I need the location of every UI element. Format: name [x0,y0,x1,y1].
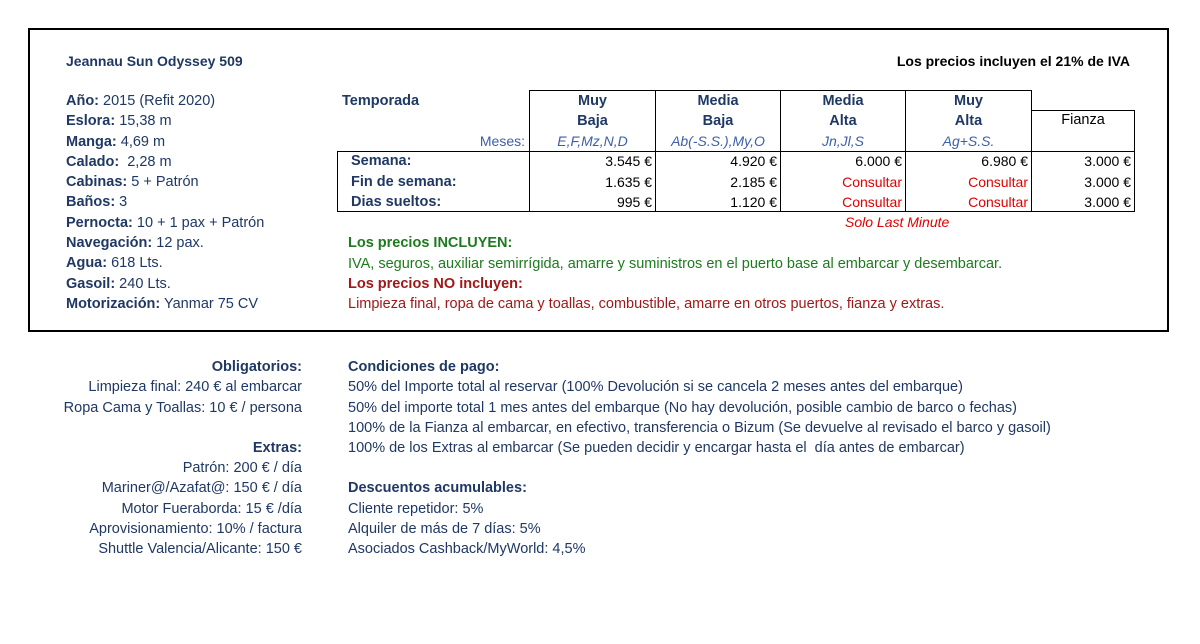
list-item: Limpieza final: 240 € al embarcar [88,379,302,396]
list-item: Cliente repetidor: 5% [348,500,484,517]
price-cell: Consultar [842,194,902,210]
spec-engine: Motorización: Yanmar 75 CV [66,295,259,312]
list-item: Ropa Cama y Toallas: 10 € / persona [63,399,302,416]
price-cell: 3.545 € [605,153,652,169]
obligatorios-section [64,357,302,560]
list-item: 50% del importe total 1 mes antes del embarque (No hay devolución, posible cambio de barco o fechas) [348,399,1017,416]
spec-year: Año: 2015 (Refit 2020) [66,93,216,109]
spec-beam: Manga: 4,69 m [66,133,166,150]
price-cell: 995 € [616,194,652,210]
spec-fuel: Gasoil: 240 Lts. [66,275,171,292]
grid-line [337,151,1135,152]
list-item: Aprovisionamiento: 10% / factura [89,521,302,538]
spec-draft: Calado: 2,28 m [66,153,172,170]
row-label: Fin de semana: [351,174,457,190]
months-muy-baja: E,F,Mz,N,D [557,133,628,149]
discounts-title: Descuentos acumulables: [348,480,527,497]
price-cell: 4.920 € [730,153,777,169]
season-header-media-baja: Media Baja [697,93,739,129]
fianza-cell: 3.000 € [1084,153,1131,169]
boat-title: Jeannau Sun Odyssey 509 [66,53,243,69]
list-item: 50% del Importe total al reservar (100% Devolución si se cancela 2 meses antes del embarque) [348,379,963,396]
row-label: Dias sueltos: [351,194,442,210]
grid-line [1031,110,1135,111]
list-item: Mariner@/Azafat@: 150 € / día [101,480,302,497]
list-item: Asociados Cashback/MyWorld: 4,5% [348,541,586,558]
not-included-title: Los precios NO incluyen: [348,276,523,292]
list-item: 100% de los Extras al embarcar (Se pueden decidir y encargar hasta el día antes de embarcar) [348,440,965,457]
included-text: IVA, seguros, auxiliar semirrígida, amarre y suministros en el puerto base al embarcar y desembarcar. [348,256,1003,272]
price-cell: Consultar [842,174,902,190]
price-cell: 2.185 € [730,174,777,190]
spec-water: Agua: 618 Lts. [66,255,163,272]
months-media-alta: Jn,Jl,S [821,133,864,149]
list-item: Alquiler de más de 7 días: 5% [348,521,541,538]
season-header-media-alta: Media Alta [822,93,864,129]
extras-title: Extras: [252,439,302,456]
iva-note: Los precios incluyen el 21% de IVA [896,53,1130,69]
list-item: Shuttle Valencia/Alicante: 150 € [98,541,302,558]
season-header-muy-alta: Muy Alta [954,93,983,129]
fianza-cell: 3.000 € [1084,194,1131,210]
spec-length: Eslora: 15,38 m [66,113,172,130]
list-item: Motor Fueraborda: 15 € /día [121,500,302,517]
price-cell: Consultar [968,194,1028,210]
temporada-label: Temporada [342,93,420,109]
grid-line [337,151,338,212]
months-muy-alta: Ag+S.S. [942,133,995,149]
months-media-baja: Ab(-S.S.),My,O [671,133,765,149]
price-cell: 6.000 € [855,153,902,169]
list-item: Patrón: 200 € / día [182,460,302,477]
included-title: Los precios INCLUYEN: [348,235,513,251]
price-cell: Consultar [968,174,1028,190]
price-cell: 1.635 € [605,174,652,190]
price-cell: 6.980 € [981,153,1028,169]
meses-label: Meses: [479,133,525,149]
row-label: Semana: [351,153,412,169]
payment-title: Condiciones de pago: [348,359,500,375]
price-cell: 1.120 € [730,194,777,210]
spec-bathrooms: Baños: 3 [66,194,128,211]
obligatorios-title: Obligatorios: [211,359,302,375]
not-included-text: Limpieza final, ropa de cama y toallas, combustible, amarre en otros puertos, fianza y extras. [348,296,945,312]
payment-section [348,357,1051,560]
boat-specs [66,91,264,314]
spec-navigation: Navegación: 12 pax. [66,235,204,252]
list-item: 100% de la Fianza al embarcar, en efectivo, transferencia o Bizum (Se devuelve al revisado el barco y gasoil) [348,419,1051,436]
spec-cabins: Cabinas: 5 + Patrón [66,174,199,191]
grid-line [337,211,1135,212]
fianza-cell: 3.000 € [1084,174,1131,190]
spec-overnight: Pernocta: 10 + 1 pax + Patrón [66,214,265,231]
last-minute-note: Solo Last Minute [845,214,950,230]
season-header-muy-baja: Muy Baja [577,93,608,129]
grid-line [1134,110,1135,212]
fianza-header: Fianza [1061,112,1105,128]
